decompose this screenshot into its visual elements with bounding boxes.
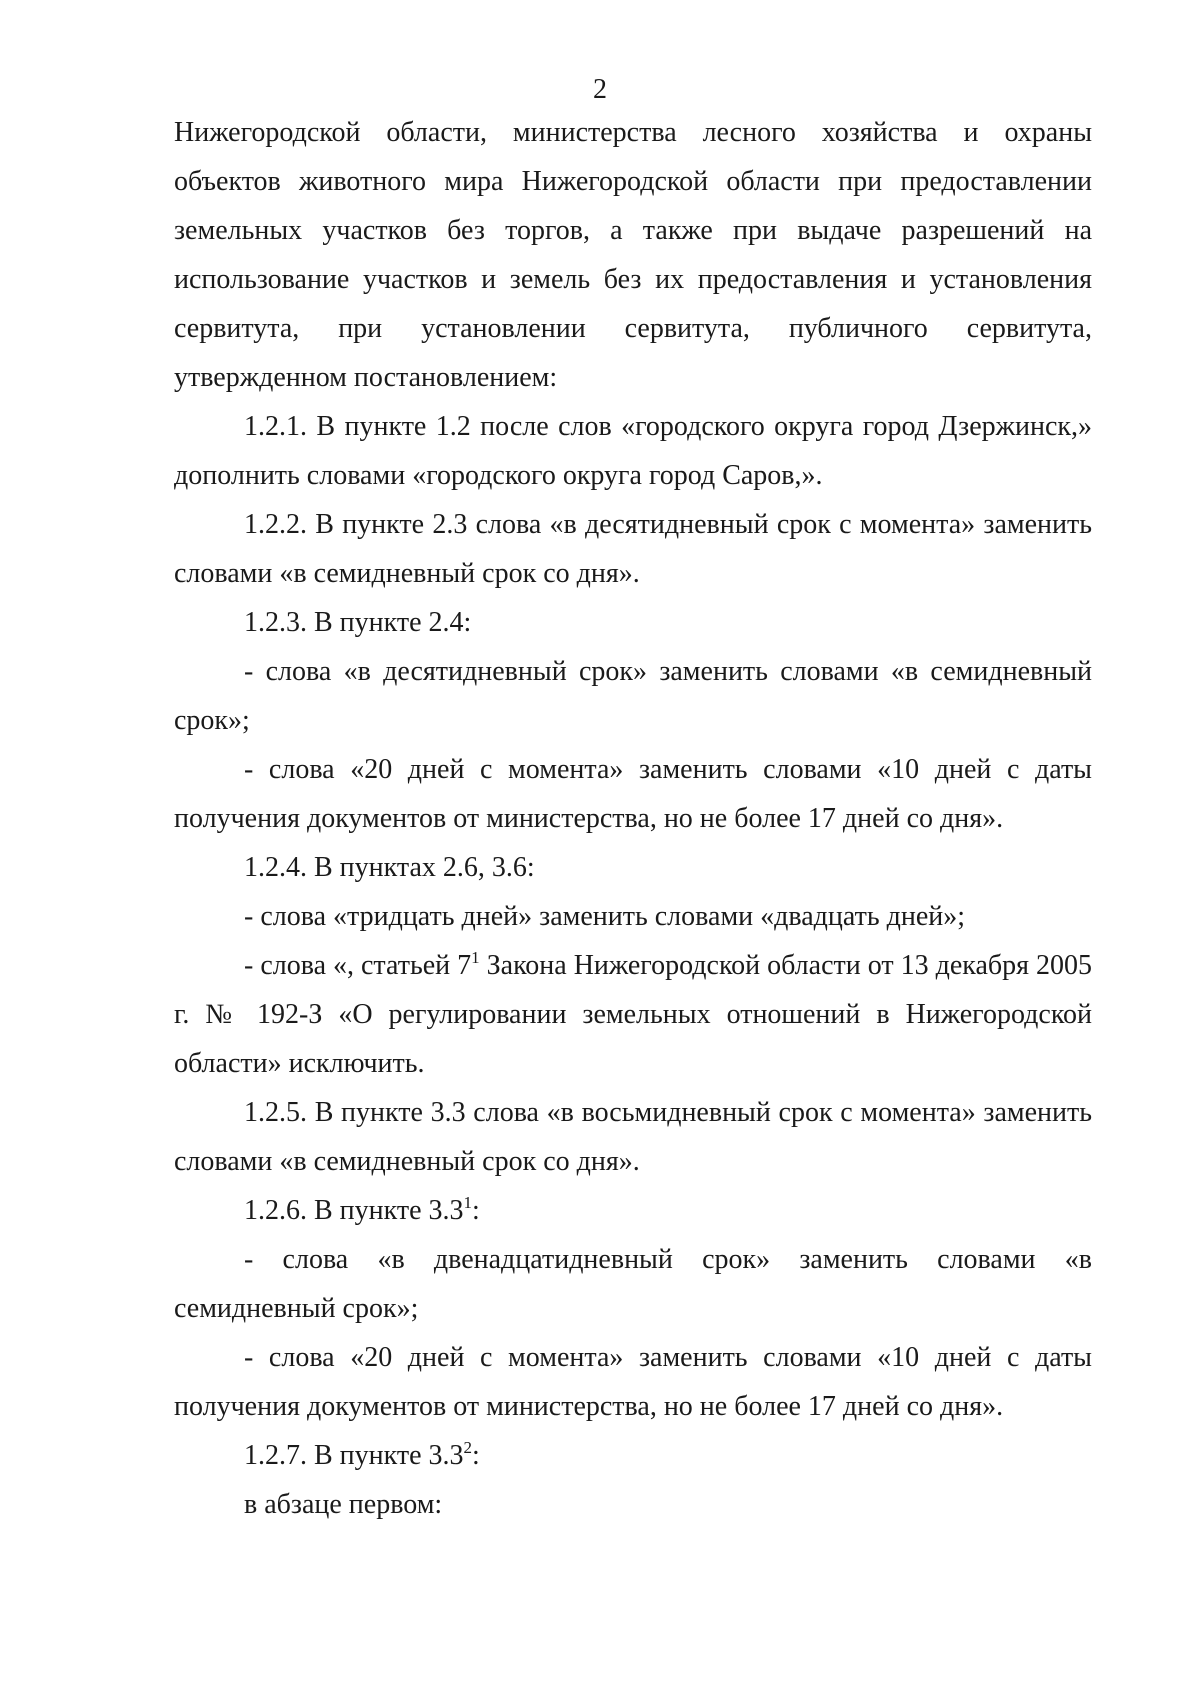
paragraph-1-2-3: 1.2.3. В пункте 2.4:	[244, 607, 472, 638]
paragraph-1-2-4-item-b-start: - слова «, статьей 7	[244, 950, 472, 981]
paragraph-1-2-4-item-b-end: Закона Нижегородской области от 13 декабря 2005 г. № 192-З «О регулировании земельных отношений в Нижегородской области» исключить.	[174, 950, 1092, 1079]
paragraph-1-2-6-item-a: - слова «в двенадцатидневный срок» заменить словами «в семидневный срок»;	[174, 1244, 1092, 1324]
paragraph-1-2-6-item-b: - слова «20 дней с момента» заменить словами «10 дней с даты получения документов от министерства, но не более 17 дней со дня».	[174, 1342, 1092, 1422]
superscript-1: 1	[471, 948, 480, 967]
paragraph-1-2-6-start: 1.2.6. В пункте 3.3	[244, 1195, 464, 1226]
paragraph-1-2-3-item-a: - слова «в десятидневный срок» заменить словами «в семидневный срок»;	[174, 656, 1092, 736]
paragraph-1-2-3-item-b: - слова «20 дней с момента» заменить словами «10 дней с даты получения документов от министерства, но не более 17 дней со дня».	[174, 754, 1092, 834]
paragraph-1-2-2: 1.2.2. В пункте 2.3 слова «в десятидневный срок с момента» заменить словами «в семидневный срок со дня».	[174, 509, 1092, 589]
paragraph-1-2-4: 1.2.4. В пунктах 2.6, 3.6:	[244, 852, 535, 883]
paragraph-1-2-7-start: 1.2.7. В пункте 3.3	[244, 1440, 464, 1471]
superscript-1: 1	[463, 1193, 473, 1212]
paragraph-1-2-4-item-a: - слова «тридцать дней» заменить словами «двадцать дней»;	[244, 901, 966, 932]
paragraph-1-2-6	[174, 1186, 1092, 1235]
paragraph-1-2-6-end: :	[472, 1195, 480, 1226]
paragraph-1-2-7	[174, 1431, 1092, 1480]
paragraph-1-2-4-item-b	[174, 941, 1092, 1088]
paragraph-1-2-7-end: :	[472, 1440, 480, 1471]
page-number: 2	[593, 74, 607, 105]
document-body	[174, 108, 1092, 1529]
superscript-2: 2	[463, 1438, 473, 1457]
intro-paragraph: Нижегородской области, министерства лесного хозяйства и охраны объектов животного мира Нижегородской области при предоставлении земельных участков без торгов, а также при выдаче разрешений на использование участков и земель без их предоставления и установления сервитута, при установлении сервитута, публичного сервитута, утвержденном постановлением:	[174, 117, 1092, 393]
paragraph-abzac-first: в абзаце первом:	[244, 1489, 443, 1520]
paragraph-1-2-1: 1.2.1. В пункте 1.2 после слов «городского округа город Дзержинск,» дополнить словами «городского округа город Саров,».	[174, 411, 1092, 491]
paragraph-1-2-5: 1.2.5. В пункте 3.3 слова «в восьмидневный срок с момента» заменить словами «в семидневный срок со дня».	[174, 1097, 1092, 1177]
